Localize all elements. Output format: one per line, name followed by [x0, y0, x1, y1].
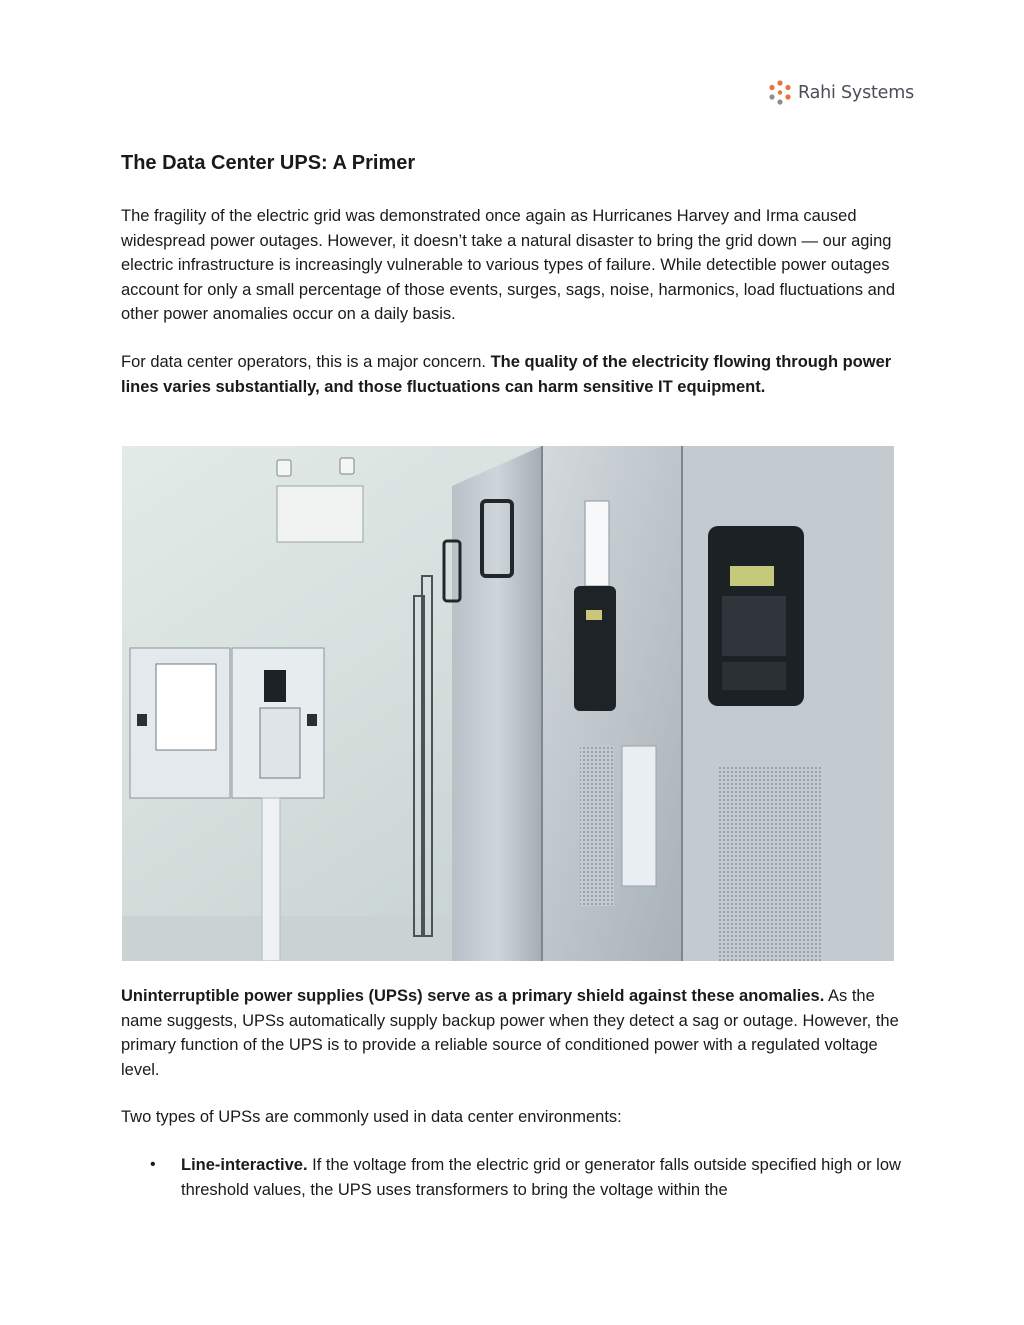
list-item-text: If the voltage from the electric grid or generator falls outside specified high or low threshold values, the UPS uses transformers to bring the voltage within the: [181, 1156, 901, 1199]
rahi-dots-icon: [768, 80, 792, 106]
logo-text: Rahi Systems: [798, 83, 914, 103]
bullet-icon: •: [150, 1156, 156, 1173]
ups-types-list: [121, 1153, 911, 1202]
paragraph-types: Two types of UPSs are commonly used in data center environments:: [121, 1108, 622, 1126]
paragraph-ups-emphasis: Uninterruptible power supplies (UPSs) serve as a primary shield against these anomalies.: [121, 987, 825, 1005]
document-title: The Data Center UPS: A Primer: [121, 152, 416, 174]
list-item-term: Line-interactive.: [181, 1156, 308, 1174]
paragraph-intro: The fragility of the electric grid was demonstrated once again as Hurricanes Harvey and Irma caused widespread power outages. However, it doesn’t take a natural disaster to bring the grid down — our aging electric infrastructure is increasingly vulnerable to various types of failure. While detectible power outages account for only a small percentage of those events, surges, sags, noise, harmonics, load fluctuations and other power anomalies occur on a daily basis.: [121, 207, 896, 324]
list-item: [121, 1153, 911, 1202]
paragraph-concern: [121, 350, 911, 399]
ups-room-illustration: [122, 446, 894, 961]
paragraph-ups-text: As the name suggests, UPSs automatically supply backup power when they detect a sag or outage. However, the primary function of the UPS is to provide a reliable source of conditioned power with a regulated voltage level.: [121, 987, 899, 1079]
ups-cabinets-photo: [122, 446, 894, 961]
paragraph-concern-emphasis: The quality of the electricity flowing through power lines varies substantially, and those fluctuations can harm sensitive IT equipment.: [121, 353, 892, 396]
paragraph-ups: [121, 984, 911, 1082]
company-logo: [768, 80, 914, 106]
paragraph-concern-text: For data center operators, this is a major concern.: [121, 353, 491, 371]
